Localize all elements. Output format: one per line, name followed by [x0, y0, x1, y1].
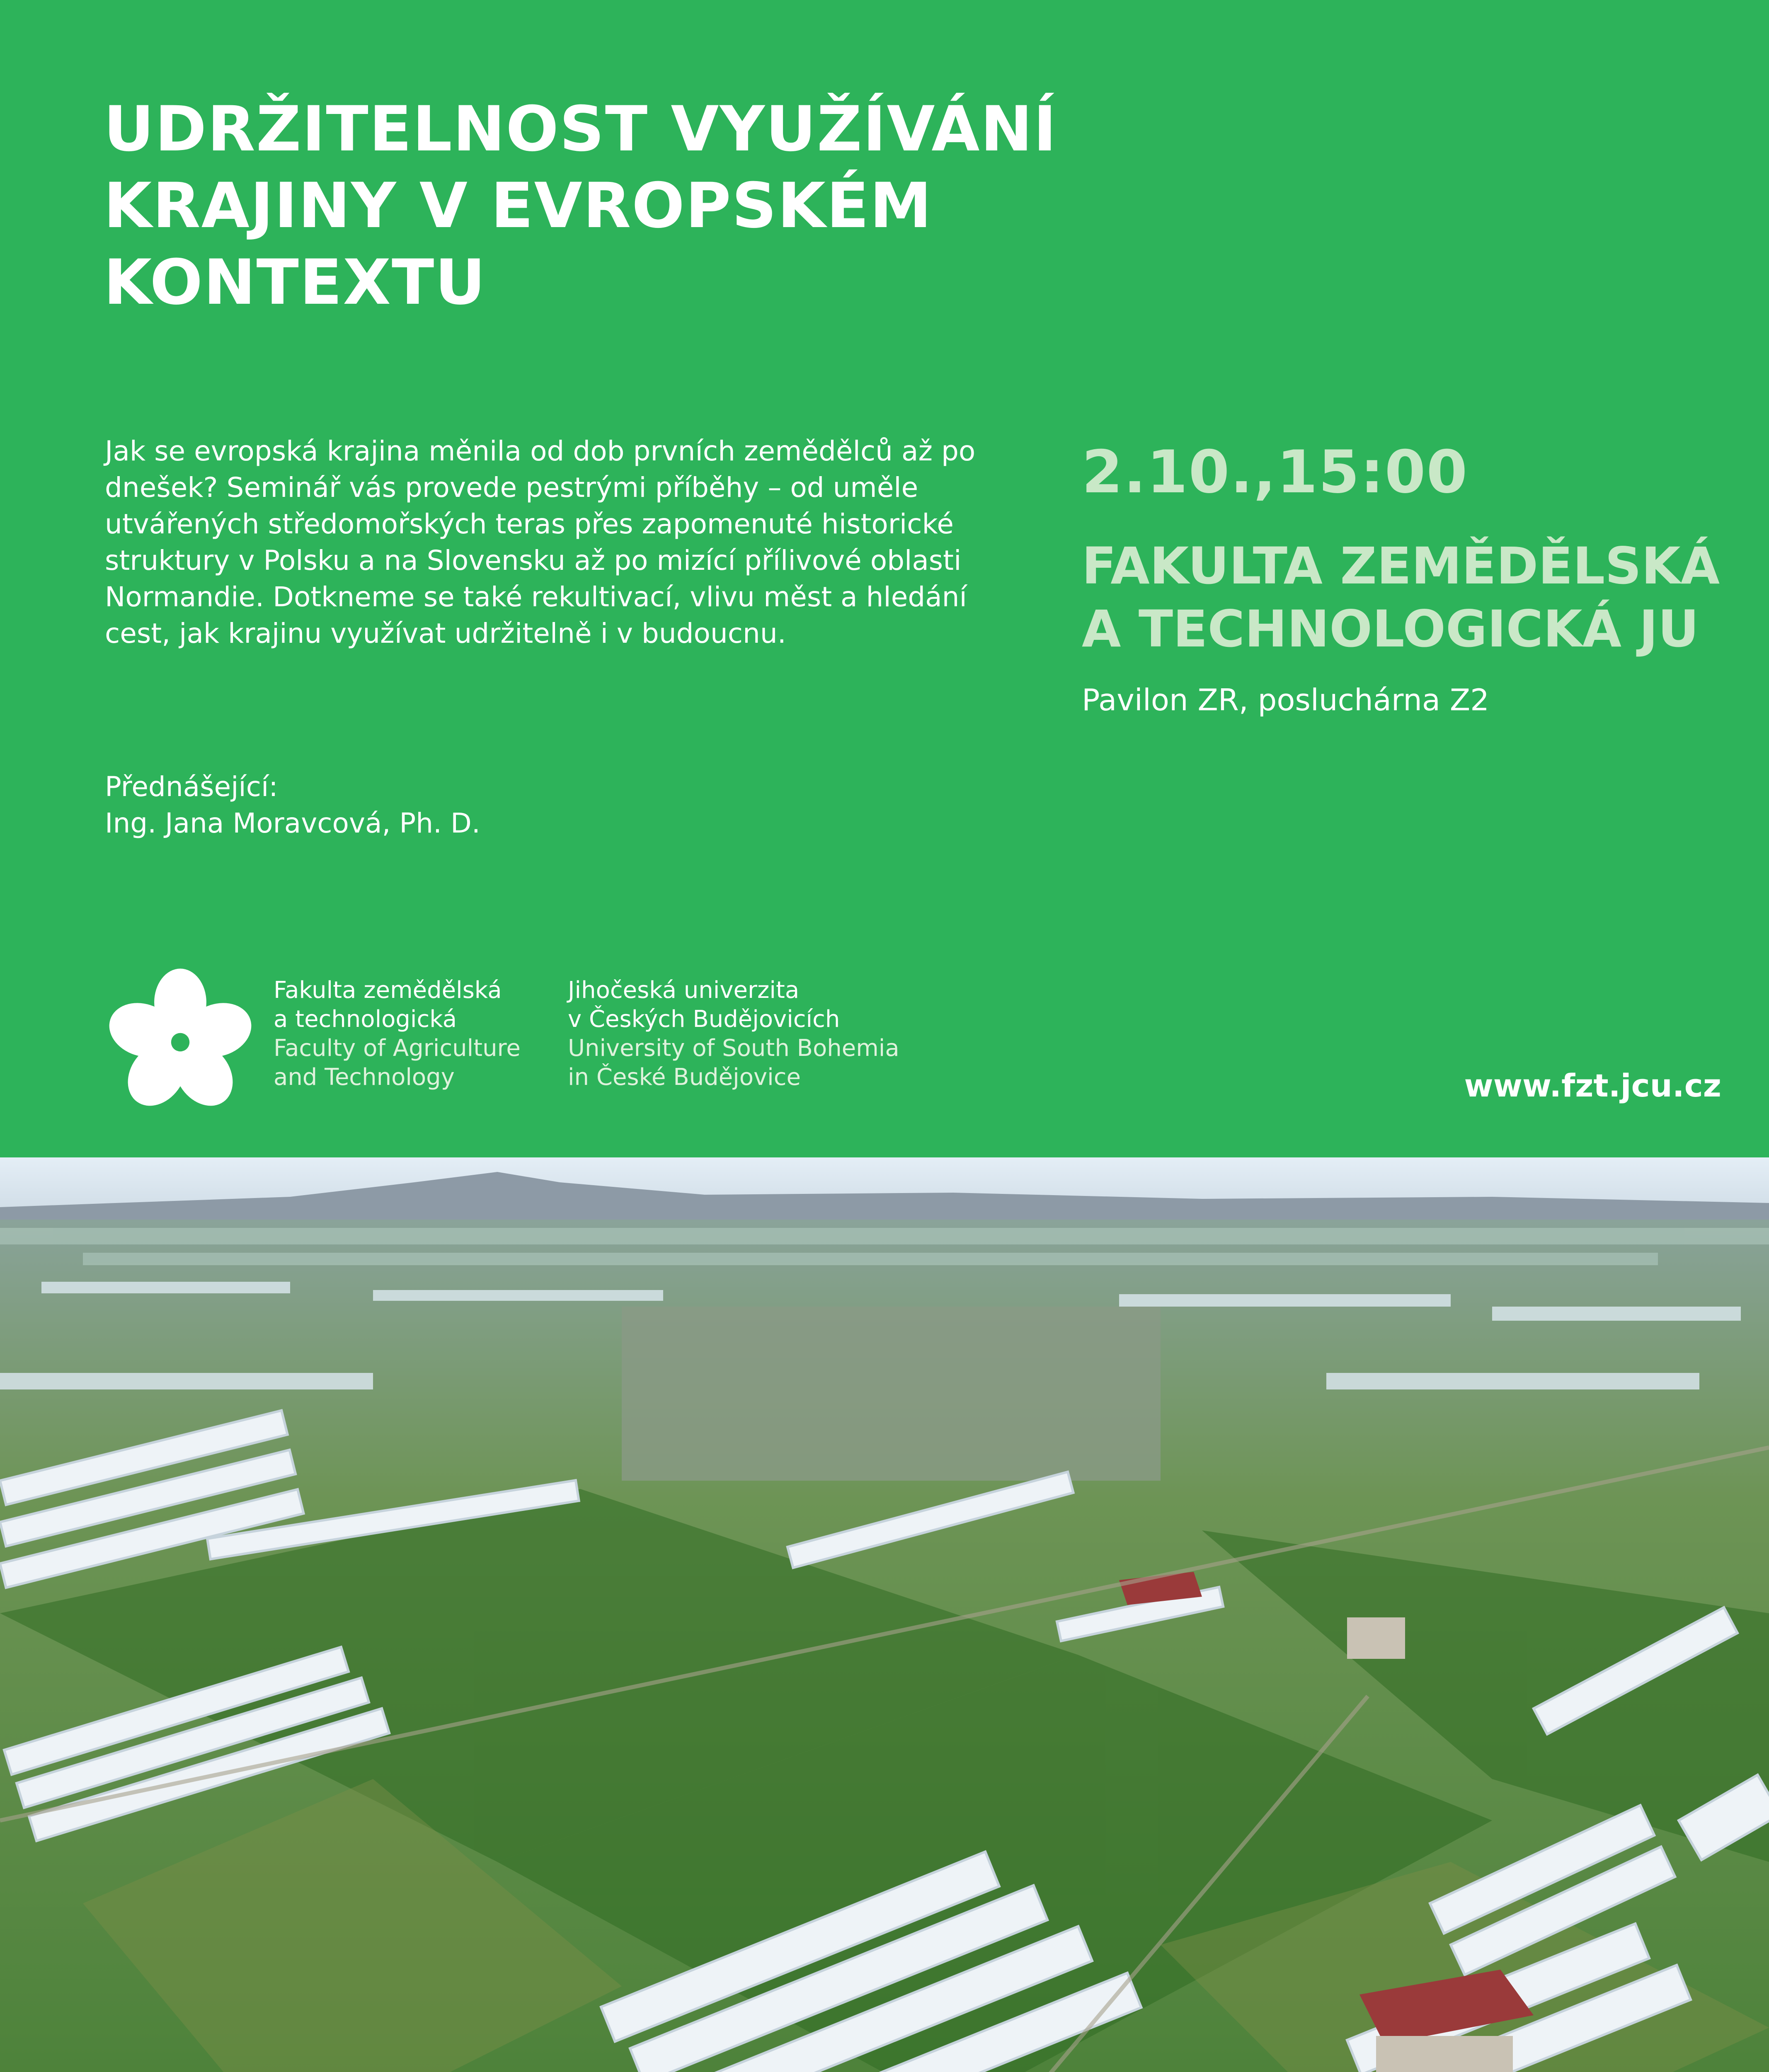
- event-info: [1082, 439, 1745, 719]
- faculty-logo-text: [274, 976, 521, 1092]
- description-text: Jak se evropská krajina měnila od dob prvních zemědělců až po dnešek? Seminář vás provede pestrými příběhy – od uměle utvářených středomořských teras přes zapomenuté historické struktury v Polsku a na Slovensku až po mizící přílivové oblasti Normandie. Dotkneme se také rekultivací, vlivu měst a hledání cest, jak krajinu využívat udržitelně i v budoucnu.: [105, 435, 976, 649]
- event-description: [105, 433, 1037, 652]
- title-line-3: KONTEXTU: [104, 247, 487, 319]
- university-en-line-2: in České Budějovice: [568, 1064, 801, 1091]
- faculty-en-line-2: and Technology: [274, 1064, 455, 1091]
- title-line-1: UDRŽITELNOST VYUŽÍVÁNÍ: [104, 93, 1057, 165]
- faculty-cz-line-2: a technologická: [274, 1006, 457, 1033]
- university-en-line-1: University of South Bohemia: [568, 1035, 899, 1062]
- venue-line-1: FAKULTA ZEMĚDĚLSKÁ: [1082, 537, 1720, 595]
- lecturer-name: Ing. Jana Moravcová, Ph. D.: [105, 807, 480, 839]
- faculty-en-line-1: Faculty of Agriculture: [274, 1035, 521, 1062]
- lecturer-label: Přednášející:: [105, 771, 278, 803]
- university-cz-line-1: Jihočeská univerzita: [568, 977, 800, 1004]
- faculty-flower-logo-icon: [104, 966, 257, 1119]
- greenhouse-landscape-photo: [0, 1157, 1769, 2072]
- event-title: [104, 91, 1306, 321]
- lecturer-block: [105, 769, 480, 842]
- university-cz-line-2: v Českých Budějovicích: [568, 1006, 840, 1033]
- venue-line-2: A TECHNOLOGICKÁ JU: [1082, 600, 1699, 658]
- title-line-2: KRAJINY V EVROPSKÉM: [104, 170, 933, 242]
- event-venue: [1082, 535, 1745, 661]
- website-link[interactable]: www.fzt.jcu.cz: [1464, 1067, 1721, 1104]
- university-logo-text: [568, 976, 899, 1092]
- faculty-cz-line-1: Fakulta zemědělská: [274, 977, 502, 1004]
- event-datetime: 2.10.,15:00: [1082, 438, 1469, 506]
- event-room: Pavilon ZR, posluchárna Z2: [1082, 683, 1489, 717]
